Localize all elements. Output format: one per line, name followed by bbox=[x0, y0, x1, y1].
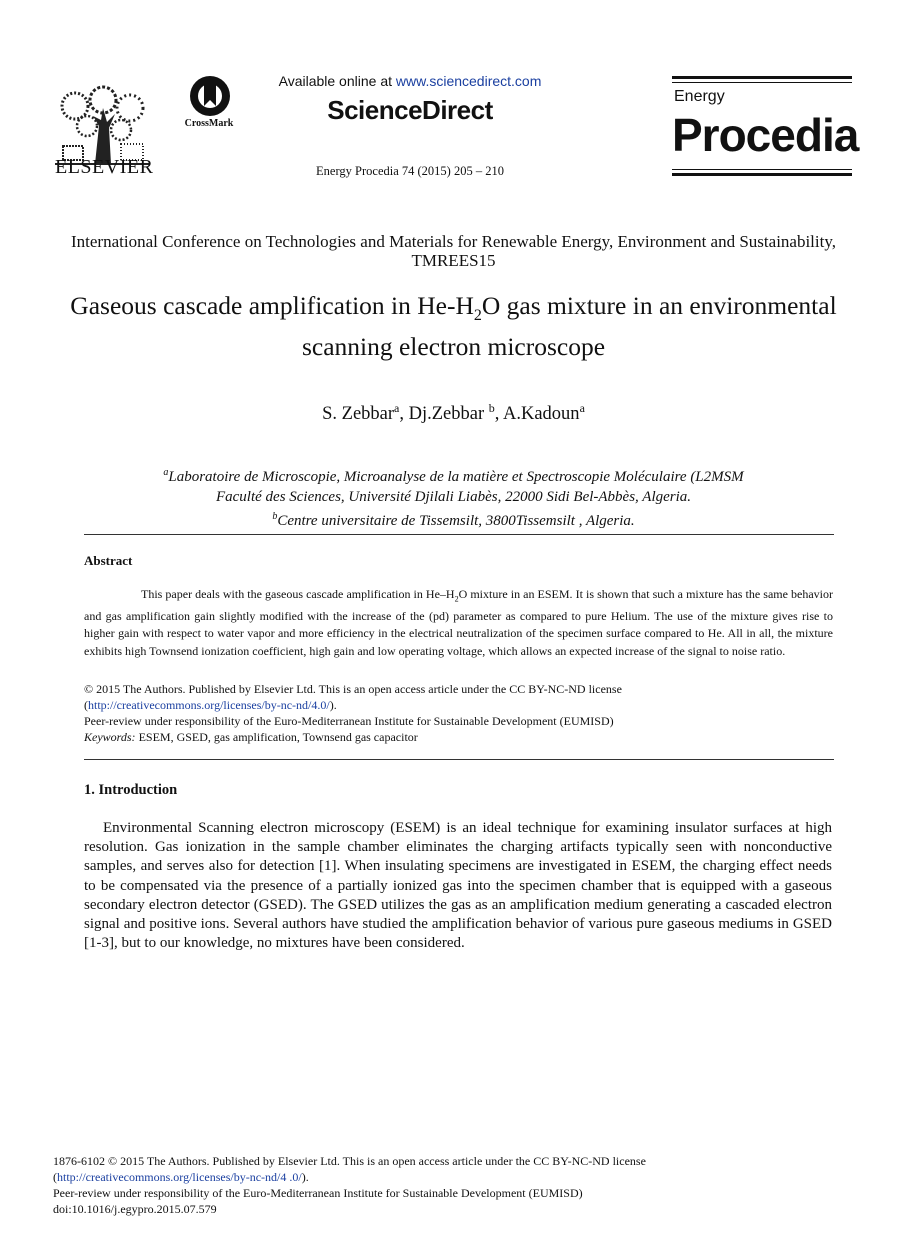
license-url-line bbox=[84, 697, 833, 713]
author bbox=[408, 401, 503, 425]
license-open-paren: ( bbox=[84, 698, 88, 712]
divider-top bbox=[84, 534, 834, 535]
footer-license-line bbox=[53, 1169, 853, 1185]
procedia-brand-big: Procedia bbox=[672, 109, 859, 161]
title-part-2: O gas mixture in an environmental scanning electron microscope bbox=[301, 291, 837, 362]
license-link[interactable]: http://creativecommons.org/licenses/by-nc-nd/4.0/ bbox=[88, 698, 330, 712]
conference-name: International Conference on Technologies and Materials for Renewable Energy, Environment and Sustainability, TMREES15 bbox=[71, 232, 836, 270]
introduction-heading: 1. Introduction bbox=[84, 782, 178, 798]
title-part-1: Gaseous cascade amplification in He-H bbox=[70, 291, 474, 320]
abstract-body bbox=[84, 586, 833, 660]
abstract-heading: Abstract bbox=[84, 553, 133, 568]
footer-copyright: 1876-6102 © 2015 The Authors. Published by Elsevier Ltd. This is an open access article under the CC BY-NC-ND license bbox=[53, 1154, 646, 1168]
affiliation-line bbox=[60, 507, 847, 532]
logo-rule-top-thin bbox=[672, 82, 852, 83]
copyright-line: © 2015 The Authors. Published by Elsevier Ltd. This is an open access article under the CC BY-NC-ND license bbox=[84, 682, 622, 696]
footer-doi[interactable]: doi:10.1016/j.egypro.2015.07.579 bbox=[53, 1202, 217, 1216]
elsevier-wordmark: ELSEVIER bbox=[55, 156, 154, 178]
affiliation-mark: b bbox=[272, 511, 278, 522]
affiliation-line bbox=[60, 463, 847, 488]
author bbox=[322, 401, 409, 425]
logo-rule-bottom-thin bbox=[672, 169, 852, 170]
availability-line bbox=[245, 73, 575, 89]
logo-rule-bottom-thick bbox=[672, 173, 852, 176]
title-subscript: 2 bbox=[473, 307, 482, 325]
paper-title bbox=[60, 290, 847, 362]
keywords-line bbox=[84, 729, 833, 745]
author bbox=[503, 401, 585, 425]
sciencedirect-link[interactable]: www.sciencedirect.com bbox=[395, 73, 542, 89]
sciencedirect-brand: ScienceDirect bbox=[327, 95, 493, 125]
footer-license-close: ). bbox=[301, 1170, 309, 1184]
author-affiliation-mark: a bbox=[579, 401, 585, 415]
keywords-text: ESEM, GSED, gas amplification, Townsend gas capacitor bbox=[135, 730, 418, 744]
procedia-brand-small: Energy bbox=[674, 88, 725, 105]
author-name: Dj.Zebbar bbox=[408, 404, 489, 425]
author-separator: , bbox=[399, 404, 409, 425]
affiliations bbox=[60, 463, 847, 532]
author-affiliation-mark: b bbox=[488, 401, 495, 415]
author-separator: , bbox=[494, 404, 503, 425]
affiliation-mark: a bbox=[163, 467, 169, 478]
page-footer bbox=[53, 1153, 853, 1217]
author-list bbox=[60, 401, 847, 425]
peer-review-line: Peer-review under responsibility of the Euro-Mediterranean Institute for Sustainable Development (EUMISD) bbox=[84, 714, 614, 728]
affiliation-line: Faculté des Sciences, Université Djilali Liabès, 22000 Sidi Bel-Abbès, Algeria. bbox=[215, 488, 692, 505]
energy-procedia-logo bbox=[672, 76, 859, 176]
journal-citation: Energy Procedia 74 (2015) 205 – 210 bbox=[316, 164, 504, 178]
introduction-body: Environmental Scanning electron microscopy (ESEM) is an ideal technique for examining insulator surfaces at high resolution. Gas ionization in the sample chamber eliminates the charging artifacts typically seen with nonconductive samples, and serves also for detection [1]. When insulating specimens are investigated in ESEM, the charging effect needs to be compensated via the presence of a partially ionized gas into the specimen chamber that is equipped with a gaseous secondary electron detector (GSED). The GSED utilizes the gas as an amplification medium generating a cascaded electron signal and positive ions. Several authors have studied the amplification behavior of various pure gaseous mediums in GSED [1-3], but to our knowledge, no mixtures have been considered. bbox=[84, 820, 832, 952]
author-affiliation-mark: a bbox=[394, 401, 400, 415]
abstract-text-b: O mixture in an ESEM. It is shown that such a mixture has the same behavior and gas amplification gain slightly modified with the increase of the (pd) parameter as compared to pure Helium. The use of the mixture gives rise to higher gain with respect to water vapor and more efficiency in the electrical neutralization of the specimen surface compared to He. All in all, the mixture exhibits high Townsend ionization coefficient, high gain and low operating voltage, which allows an expected increase of the signal to noise ratio. bbox=[84, 587, 833, 658]
affiliation-text: Laboratoire de Microscopie, Microanalyse de la matière et Spectroscopie Moléculaire (L2MSM bbox=[168, 469, 744, 485]
abstract-subscript: 2 bbox=[454, 594, 459, 604]
abstract-text-a: This paper deals with the gaseous cascade amplification in He–H bbox=[141, 587, 455, 601]
affiliation-text: Centre universitaire de Tissemsilt, 3800Tissemsilt , Algeria. bbox=[277, 513, 635, 529]
author-name: S. Zebbar bbox=[322, 404, 395, 425]
author-name: A.Kadoun bbox=[503, 404, 580, 425]
license-close-paren: ). bbox=[329, 698, 337, 712]
footer-license-open: ( bbox=[53, 1170, 57, 1184]
availability-prefix: Available online at bbox=[278, 73, 396, 89]
logo-rule-top-thick bbox=[672, 76, 852, 79]
license-block bbox=[84, 681, 833, 745]
footer-peer-review: Peer-review under responsibility of the Euro-Mediterranean Institute for Sustainable Development (EUMISD) bbox=[53, 1186, 583, 1200]
divider-bottom bbox=[84, 759, 834, 760]
crossmark-label: CrossMark bbox=[184, 118, 234, 129]
keywords-label: Keywords: bbox=[84, 730, 136, 744]
footer-license-link[interactable]: http://creativecommons.org/licenses/by-nc-nd/4 .0/ bbox=[57, 1170, 302, 1184]
